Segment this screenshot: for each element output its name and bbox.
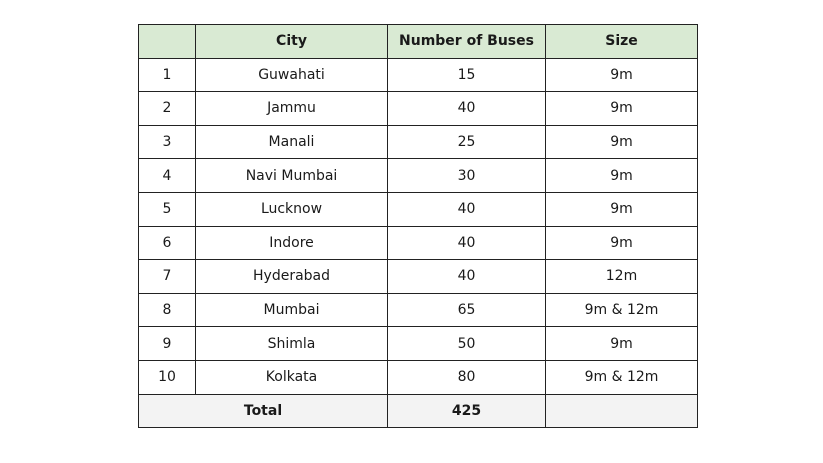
- cell-city: Jammu: [196, 92, 388, 126]
- cell-city: Mumbai: [196, 293, 388, 327]
- total-size: [546, 394, 698, 428]
- table-row: [139, 125, 698, 159]
- cell-city: Manali: [196, 125, 388, 159]
- table-row: [139, 58, 698, 92]
- table-row: [139, 360, 698, 394]
- total-row: [139, 394, 698, 428]
- header-city: City: [196, 25, 388, 59]
- cell-buses: 30: [388, 159, 546, 193]
- cell-size: 9m: [546, 192, 698, 226]
- cell-city: Lucknow: [196, 192, 388, 226]
- cell-size: 9m & 12m: [546, 360, 698, 394]
- cell-size: 9m: [546, 58, 698, 92]
- cell-city: Guwahati: [196, 58, 388, 92]
- cell-size: 9m: [546, 327, 698, 361]
- cell-city: Indore: [196, 226, 388, 260]
- table-row: [139, 92, 698, 126]
- cell-buses: 15: [388, 58, 546, 92]
- cell-size: 9m & 12m: [546, 293, 698, 327]
- table-row: [139, 159, 698, 193]
- header-number-of-buses: Number of Buses: [388, 25, 546, 59]
- cell-serial: 6: [139, 226, 196, 260]
- cell-size: 9m: [546, 226, 698, 260]
- cell-buses: 40: [388, 260, 546, 294]
- cell-serial: 2: [139, 92, 196, 126]
- cell-serial: 9: [139, 327, 196, 361]
- cell-city: Shimla: [196, 327, 388, 361]
- cell-buses: 50: [388, 327, 546, 361]
- cell-serial: 7: [139, 260, 196, 294]
- cell-size: 9m: [546, 159, 698, 193]
- cell-serial: 1: [139, 58, 196, 92]
- cell-buses: 80: [388, 360, 546, 394]
- cell-buses: 65: [388, 293, 546, 327]
- cell-buses: 25: [388, 125, 546, 159]
- cell-size: 9m: [546, 125, 698, 159]
- cell-city: Kolkata: [196, 360, 388, 394]
- cell-size: 9m: [546, 92, 698, 126]
- bus-table-container: [138, 24, 698, 428]
- total-buses: 425: [388, 394, 546, 428]
- cell-serial: 5: [139, 192, 196, 226]
- cell-serial: 3: [139, 125, 196, 159]
- table-row: [139, 226, 698, 260]
- cell-city: Hyderabad: [196, 260, 388, 294]
- cell-serial: 4: [139, 159, 196, 193]
- cell-city: Navi Mumbai: [196, 159, 388, 193]
- cell-size: 12m: [546, 260, 698, 294]
- table-row: [139, 327, 698, 361]
- cell-serial: 8: [139, 293, 196, 327]
- cell-buses: 40: [388, 192, 546, 226]
- total-label: Total: [139, 394, 388, 428]
- table-row: [139, 192, 698, 226]
- bus-table: [138, 24, 698, 428]
- cell-buses: 40: [388, 92, 546, 126]
- header-serial: [139, 25, 196, 59]
- table-row: [139, 293, 698, 327]
- cell-serial: 10: [139, 360, 196, 394]
- table-header-row: [139, 25, 698, 59]
- header-size: Size: [546, 25, 698, 59]
- table-row: [139, 260, 698, 294]
- cell-buses: 40: [388, 226, 546, 260]
